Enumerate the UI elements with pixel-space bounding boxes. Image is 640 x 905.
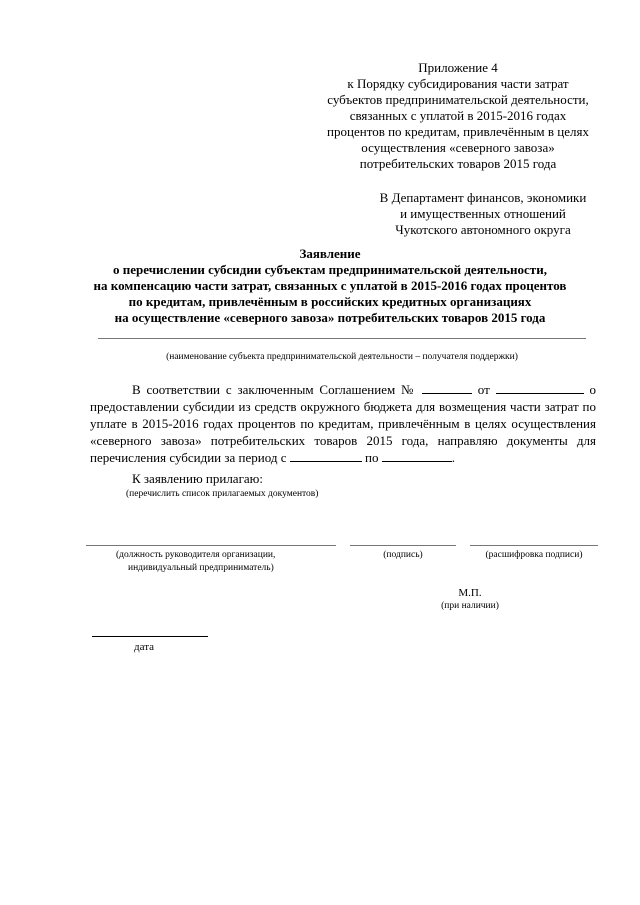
- appendix-line: связанных с уплатой в 2015-2016 годах: [349, 108, 567, 123]
- title-line: по кредитам, привлечённым в российских кредитных организациях: [128, 294, 532, 309]
- statement-text: по: [365, 450, 379, 465]
- signature-field[interactable]: [350, 545, 456, 546]
- signature-caption: (подпись): [383, 550, 423, 560]
- signature-decode-field[interactable]: [470, 545, 598, 546]
- statement-text: от: [477, 382, 490, 397]
- statement-text: о предоставлении субсидии из средств окружного бюджета для возмещения части затрат по уплате в 2015-2016 годах процентов по кредитам, привлечённым в целях осуществления «северного завоза» потребительских товаров 2015 года, направляю документы для перечисления субсидии за период с: [90, 382, 597, 465]
- attachments-label: К заявлению прилагаю:: [132, 471, 264, 486]
- title-line: о перечислении субсидии субъектам предпринимательской деятельности,: [113, 262, 547, 277]
- title-line: на компенсацию части затрат, связанных с уплатой в 2015-2016 годах процентов: [93, 278, 567, 293]
- addressee-block: [350, 190, 616, 238]
- title-line: Заявление: [299, 246, 361, 261]
- agreement-date-field[interactable]: [496, 381, 584, 394]
- title-line: на осуществление «северного завоза» потребительских товаров 2015 года: [114, 310, 546, 325]
- signature-decode-caption: (расшифровка подписи): [485, 550, 583, 560]
- position-field[interactable]: [86, 545, 336, 546]
- addressee-line: и имущественных отношений: [400, 206, 566, 221]
- position-caption: (должность руководителя организации,: [116, 550, 276, 560]
- appendix-line: Приложение 4: [418, 60, 498, 75]
- statement-paragraph: [90, 381, 596, 466]
- attachments-hint: (перечислить список прилагаемых документов): [126, 489, 319, 499]
- appendix-line: процентов по кредитам, привлечённым в целях: [327, 124, 589, 139]
- document-title: [70, 246, 590, 326]
- statement-text: В соответствии с заключенным Соглашением №: [132, 382, 417, 397]
- applicant-name-caption: (наименование субъекта предпринимательской деятельности – получателя поддержки): [166, 352, 518, 362]
- agreement-number-field[interactable]: [422, 381, 472, 394]
- applicant-name-field[interactable]: [98, 338, 586, 339]
- appendix-line: к Порядку субсидирования части затрат: [347, 76, 569, 91]
- position-caption-2: индивидуальный предприниматель): [128, 563, 274, 573]
- date-label: дата: [134, 641, 155, 653]
- addressee-line: Чукотского автономного округа: [395, 222, 571, 237]
- addressee-line: В Департамент финансов, экономики: [379, 190, 587, 205]
- period-end-field[interactable]: [382, 449, 452, 462]
- appendix-line: субъектов предпринимательской деятельности,: [327, 92, 589, 107]
- appendix-header: [300, 60, 616, 172]
- period-start-field[interactable]: [290, 449, 362, 462]
- stamp-hint: (при наличии): [441, 601, 499, 611]
- appendix-line: потребительских товаров 2015 года: [359, 156, 557, 171]
- appendix-line: осуществления «северного завоза»: [361, 140, 555, 155]
- date-field[interactable]: [92, 636, 208, 637]
- statement-text: .: [451, 450, 455, 465]
- stamp-label: М.П.: [458, 587, 482, 599]
